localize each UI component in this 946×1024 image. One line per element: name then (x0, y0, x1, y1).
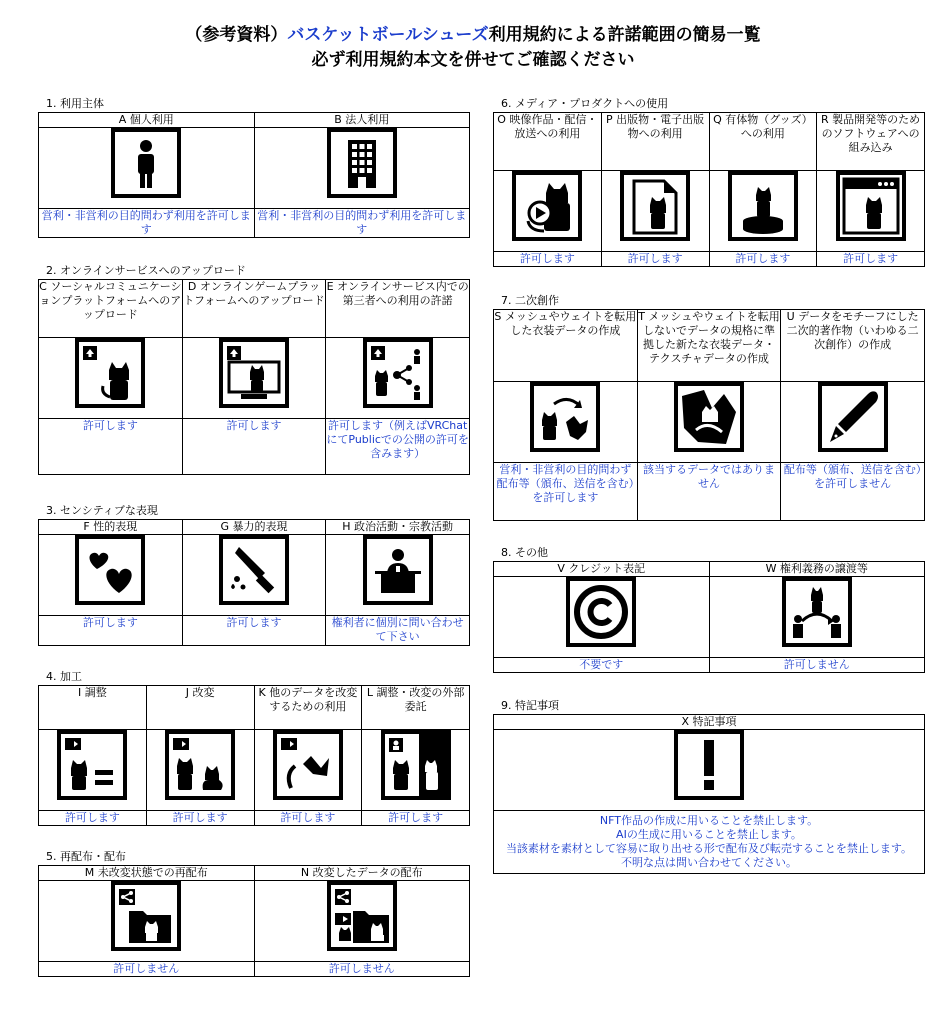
permission-table (493, 112, 925, 267)
item-status: 許可します (39, 811, 147, 826)
permission-table (38, 279, 470, 475)
item-status: 許可します (254, 811, 362, 826)
copyright-icon (566, 577, 636, 647)
title-suffix: 利用規約による許諾範囲の簡易一覧 (488, 25, 761, 45)
texture-icon (674, 382, 744, 452)
item-label: H 政治活動・宗教活動 (326, 520, 470, 535)
knife-icon (219, 535, 289, 605)
special-notes (494, 811, 925, 874)
item-label: Q 有体物（グッズ）への利用 (709, 113, 817, 171)
derive-icon (273, 730, 343, 800)
item-label: U データをモチーフにした二次的著作物（いわゆる二次創作）の作成 (781, 310, 925, 382)
note-line: AIの生成に用いることを禁止します。 (616, 828, 802, 841)
exclamation-icon (674, 730, 744, 800)
item-label: O 映像作品・配信・放送への利用 (494, 113, 602, 171)
title-product-name: バスケットボールシューズ (287, 25, 489, 45)
item-label: E オンラインサービス内での第三者への利用の許諾 (326, 280, 470, 338)
item-label: T メッシュやウェイトを転用しないでデータの規格に準拠した新たな衣装データ・テクスチャデータの作成 (637, 310, 781, 382)
section-online-upload (38, 263, 470, 475)
section-derivative-works (493, 293, 925, 521)
permission-table (38, 112, 470, 238)
item-label: R 製品開発等のためのソフトウェアへの組み込み (817, 113, 925, 171)
item-label: D オンラインゲームプラットフォームへのアップロード (182, 280, 326, 338)
item-label: S メッシュやウェイトを転用した衣装データの作成 (494, 310, 638, 382)
section-usage-subject (38, 96, 470, 238)
item-status: 許可します (182, 616, 326, 646)
item-status: 該当するデータではありません (637, 463, 781, 521)
section-title: 8. その他 (501, 546, 548, 559)
item-label: K 他のデータを改変するための利用 (254, 686, 362, 730)
item-status: 許可します (362, 811, 470, 826)
item-label: G 暴力的表現 (182, 520, 326, 535)
modify-icon (165, 730, 235, 800)
permission-table (493, 309, 925, 521)
section-title: 6. メディア・プロダクトへの使用 (501, 97, 669, 110)
item-label: M 未改変状態での再配布 (39, 866, 255, 881)
figure-icon (728, 171, 798, 241)
building-icon (327, 128, 397, 198)
section-title: 5. 再配布・配布 (46, 850, 126, 863)
item-label: J 改変 (146, 686, 254, 730)
permission-table (493, 714, 925, 874)
item-status: 許可します (182, 419, 326, 475)
hearts-icon (75, 535, 145, 605)
item-status: 権利者に個別に問い合わせて下さい (326, 616, 470, 646)
share-folder-icon (111, 881, 181, 951)
convert-icon (530, 382, 600, 452)
item-status: 営利・非営利の目的問わず利用を許可します (254, 209, 470, 238)
adjust-icon (57, 730, 127, 800)
section-title: 7. 二次創作 (501, 294, 559, 307)
section-title: 9. 特記事項 (501, 699, 559, 712)
item-status: 不要です (494, 658, 710, 673)
item-label: W 権利義務の譲渡等 (709, 562, 925, 577)
section-special-notes (493, 698, 925, 874)
item-label: C ソーシャルコミュニケーションプラットフォームへのアップロード (39, 280, 183, 338)
upload-monitor-icon (219, 338, 289, 408)
item-status: 許可します（例えばVRChatにてPublicでの公開の許可を含みます） (326, 419, 470, 475)
note-line: 当該素材を素材として容易に取り出せる形で配布及び転売することを禁止します。 (505, 842, 913, 855)
person-icon (111, 128, 181, 198)
item-status: 営利・非営利の目的問わず利用を許可します (39, 209, 255, 238)
item-status: 配布等（頒布、送信を含む）を許可しません (781, 463, 925, 521)
section-title: 3. センシティブな表現 (46, 504, 158, 517)
publication-icon (620, 171, 690, 241)
section-title: 4. 加工 (46, 670, 82, 683)
item-label: A 個人利用 (39, 113, 255, 128)
section-sensitive-expression (38, 503, 470, 646)
item-label: X 特記事項 (494, 715, 925, 730)
share-modified-icon (327, 881, 397, 951)
section-media-product (493, 96, 925, 267)
outsource-icon (381, 730, 451, 800)
item-label: L 調整・改変の外部委託 (362, 686, 470, 730)
section-processing (38, 669, 470, 826)
transfer-icon (782, 577, 852, 647)
permission-table (38, 865, 470, 977)
upload-share-icon (363, 338, 433, 408)
item-status: 許可します (39, 419, 183, 475)
item-label: P 出版物・電子出版物への利用 (601, 113, 709, 171)
item-status: 許可します (601, 252, 709, 267)
item-status: 許可しません (39, 962, 255, 977)
section-redistribution (38, 849, 470, 977)
item-status: 許可します (709, 252, 817, 267)
page-title (0, 20, 946, 45)
title-prefix: （参考資料） (185, 25, 288, 45)
item-status: 許可しません (254, 962, 470, 977)
permission-table (38, 519, 470, 646)
permission-table (493, 561, 925, 673)
pen-icon (818, 382, 888, 452)
item-status: 許可しません (709, 658, 925, 673)
permission-table (38, 685, 470, 826)
item-status: 許可します (494, 252, 602, 267)
item-status: 許可します (39, 616, 183, 646)
item-status: 営利・非営利の目的問わず配布等（頒布、送信を含む）を許可します (494, 463, 638, 521)
section-other (493, 545, 925, 673)
upload-cat-icon (75, 338, 145, 408)
item-label: I 調整 (39, 686, 147, 730)
item-label: V クレジット表記 (494, 562, 710, 577)
podium-icon (363, 535, 433, 605)
note-line: 不明な点は問い合わせてください。 (621, 856, 797, 869)
page-subtitle: 必ず利用規約本文を併せてご確認ください (311, 50, 635, 70)
software-icon (836, 171, 906, 241)
note-line: NFT作品の作成に用いることを禁止します。 (599, 814, 819, 827)
item-label: F 性的表現 (39, 520, 183, 535)
item-status: 許可します (146, 811, 254, 826)
video-icon (512, 171, 582, 241)
section-title: 1. 利用主体 (46, 97, 104, 110)
section-title: 2. オンラインサービスへのアップロード (46, 264, 246, 277)
item-status: 許可します (817, 252, 925, 267)
item-label: B 法人利用 (254, 113, 470, 128)
item-label: N 改変したデータの配布 (254, 866, 470, 881)
